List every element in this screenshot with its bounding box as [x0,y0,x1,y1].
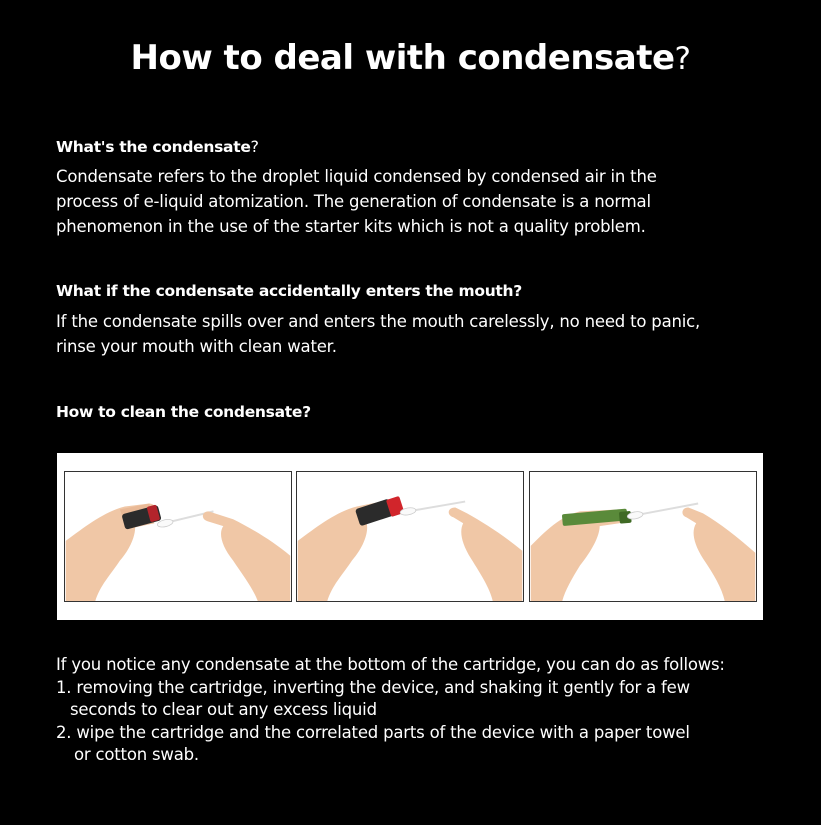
page-title [0,38,821,78]
hands-cartridge-swab-illustration [297,472,523,601]
photo-cartridge-swab-1 [64,471,292,602]
cleaning-instructions [56,654,796,767]
paragraph-whats-condensate [56,164,776,239]
page-title-qmark: ? [674,41,691,77]
photo-device-swab-3 [529,471,757,602]
heading-whats-condensate-text: What's the condensate [56,138,251,156]
heading-whats-condensate [56,137,259,156]
hands-cartridge-swab-illustration [65,472,291,601]
instructions-step-2-cont: or cotton swab. [74,745,199,764]
photo-cartridge-swab-2 [296,471,524,602]
paragraph-enters-mouth [56,309,776,359]
paragraph-line: If the condensate spills over and enters the mouth carelessly, no need to panic, [56,312,701,331]
instructions-intro: If you notice any condensate at the bottom of the cartridge, you can do as follows: [56,655,725,674]
cleaning-photos-strip [57,453,763,620]
heading-enters-mouth: What if the condensate accidentally enters the mouth? [56,282,522,300]
heading-how-to-clean: How to clean the condensate? [56,403,311,421]
paragraph-line: phenomenon in the use of the starter kits which is not a quality problem. [56,217,646,236]
instructions-step-2: 2. wipe the cartridge and the correlated parts of the device with a paper towel [56,722,690,742]
hands-device-swab-illustration [530,472,756,601]
instructions-step-1: 1. removing the cartridge, inverting the device, and shaking it gently for a few [56,677,690,697]
page-title-text: How to deal with condensate [130,38,675,78]
paragraph-line: process of e-liquid atomization. The generation of condensate is a normal [56,192,651,211]
paragraph-line: rinse your mouth with clean water. [56,337,337,356]
heading-whats-condensate-qmark: ? [250,137,259,156]
instructions-step-1-cont: seconds to clear out any excess liquid [70,700,377,719]
paragraph-line: Condensate refers to the droplet liquid condensed by condensed air in the [56,167,657,186]
